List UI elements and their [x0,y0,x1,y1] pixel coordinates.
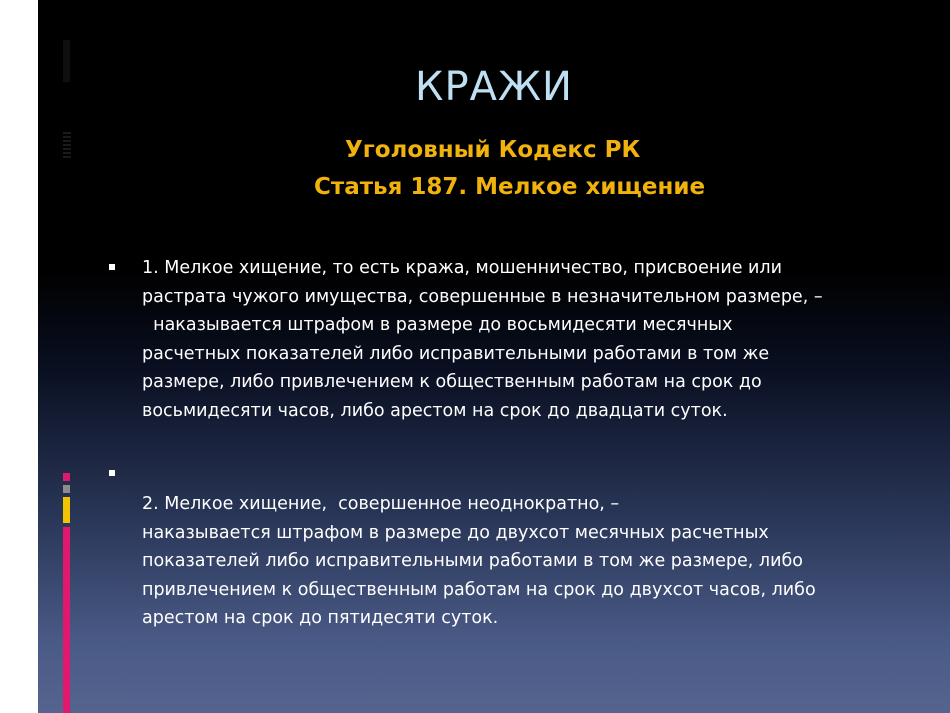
paragraph-2-line: 2. Мелкое хищение, совершенное неоднократно, – [142,494,620,514]
paragraph-2-line: арестом на срок до пятидесяти суток. [142,608,499,628]
decor-bar-pink [63,473,70,481]
paragraph-1 [142,254,932,425]
slide [38,0,950,713]
decor-bar-ticks [63,132,71,158]
bullet-marker-2 [109,470,115,476]
paragraph-2-line: наказывается штрафом в размере до двухсот месячных расчетных [142,522,769,543]
decor-bar-pink-long [63,527,70,713]
slide-title: КРАЖИ [415,64,573,110]
paragraph-1-line: расчетных показателей либо исправительными работами в том же [142,343,770,364]
subtitle-article: Статья 187. Мелкое хищение [314,174,706,200]
subtitle-code: Уголовный Кодекс РК [345,137,641,163]
paragraph-2-line: показателей либо исправительными работами в том же размере, либо [142,551,803,571]
decor-bar-yellow [63,497,70,523]
paragraph-2-line: привлечением к общественным работам на срок до двухсот часов, либо [142,579,816,600]
paragraph-1-line: наказывается штрафом в размере до восьмидесяти месячных [142,315,733,335]
paragraph-1-line: 1. Мелкое хищение, то есть кража, мошенничество, присвоение или [142,258,782,278]
paragraph-1-line: растрата чужого имущества, совершенные в незначительном размере, – [142,286,823,307]
paragraph-1-line: размере, либо привлечением к общественным работам на срок до [142,372,762,392]
paragraph-2 [142,490,932,633]
paragraph-1-line: восьмидесяти часов, либо арестом на срок до двадцати суток. [142,400,728,421]
bullet-marker-1 [109,264,115,270]
decor-bar-gray [63,485,70,493]
